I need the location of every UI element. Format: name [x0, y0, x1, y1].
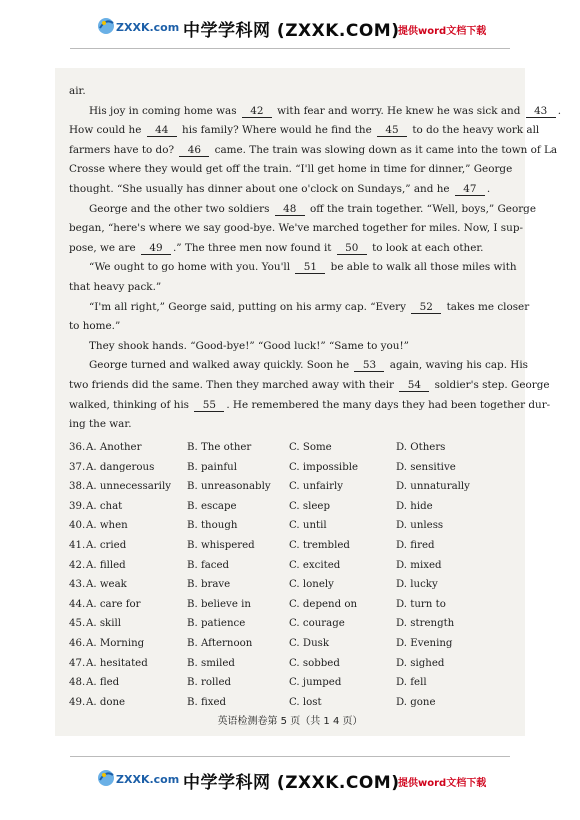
- blank-50: 50: [337, 242, 367, 255]
- top-divider: [70, 48, 510, 49]
- passage-line: [69, 239, 509, 259]
- question-row: [69, 556, 509, 576]
- question-number: 44.: [69, 598, 86, 610]
- option-a: A. hesitated: [86, 657, 148, 669]
- option-b: B. believe in: [187, 598, 251, 610]
- blank-55: 55: [194, 399, 224, 412]
- option-d: D. turn to: [396, 598, 446, 610]
- question-row: [69, 438, 509, 458]
- passage-line: [69, 376, 550, 396]
- passage-line: [69, 356, 529, 376]
- passage-text: came. The train was slowing down as it came into the town of La: [211, 143, 558, 156]
- passage-text: His joy in coming home was: [89, 104, 240, 117]
- passage-text: Crosse where they would get off the train. “I'll get home in time for dinner,” George: [69, 163, 513, 176]
- option-d: D. hide: [396, 500, 433, 512]
- passage-text: be able to walk all those miles with: [327, 261, 517, 274]
- option-d: D. fired: [396, 539, 435, 551]
- option-d: D. strength: [396, 618, 455, 630]
- blank-51: 51: [295, 261, 325, 274]
- question-number: 46.: [69, 637, 86, 649]
- passage-text: to look at each other.: [368, 241, 484, 254]
- blank-47: 47: [455, 183, 485, 196]
- option-a: A. when: [86, 520, 128, 532]
- question-row: [69, 458, 509, 478]
- passage-text: that heavy pack.”: [69, 280, 162, 293]
- passage-line: [69, 82, 509, 102]
- question-row: [69, 497, 509, 517]
- option-c: C. Some: [289, 442, 332, 453]
- blank-52: 52: [411, 301, 441, 314]
- blank-43: 43: [526, 105, 556, 118]
- option-d: D. Evening: [396, 637, 453, 649]
- option-c: C. sobbed: [289, 657, 340, 669]
- option-b: B. Afternoon: [187, 637, 253, 649]
- passage-text: George turned and walked away quickly. Soon he: [89, 359, 353, 372]
- blank-49: 49: [141, 242, 171, 255]
- question-number: 40.: [69, 520, 86, 532]
- option-b: B. fixed: [187, 696, 227, 708]
- banner-subtitle: 提供word文档下载: [398, 26, 487, 37]
- option-d: D. lucky: [396, 579, 438, 591]
- option-a: A. weak: [86, 579, 127, 591]
- question-row: [69, 673, 509, 693]
- question-row: [69, 595, 509, 615]
- passage-line: [69, 415, 509, 435]
- question-number: 37.: [69, 461, 86, 473]
- passage-text: thought. “She usually has dinner about one o'clock on Sundays,” and he: [69, 182, 453, 195]
- option-a: A. Another: [86, 442, 142, 453]
- passage-text: his family? Where would he find the: [178, 124, 376, 137]
- option-b: B. rolled: [187, 677, 232, 689]
- question-row: [69, 634, 509, 654]
- blank-42: 42: [242, 105, 272, 118]
- passage-text: .: [557, 104, 561, 117]
- passage-text: .” The three men now found it: [172, 241, 335, 254]
- option-b: B. painful: [187, 461, 237, 473]
- question-row: [69, 654, 509, 674]
- option-d: D. mixed: [396, 559, 442, 571]
- option-a: A. fled: [86, 677, 120, 689]
- option-c: C. depend on: [289, 598, 358, 610]
- question-row: [69, 477, 509, 497]
- option-a: A. skill: [86, 618, 122, 630]
- question-number: 36.: [69, 442, 86, 453]
- option-a: A. filled: [86, 559, 126, 571]
- passage-line: [69, 278, 509, 298]
- option-d: D. sensitive: [396, 461, 456, 473]
- passage-text: They shook hands. “Good-bye!” “Good luck!” “Same to you!”: [89, 339, 409, 352]
- passage-text: began, “here's where we say good-bye. We've marched together for miles. Now, I sup-: [69, 222, 523, 235]
- option-b: B. smiled: [187, 657, 235, 669]
- passage-line: [69, 337, 509, 357]
- option-c: C. excited: [289, 559, 341, 571]
- question-row: [69, 614, 509, 634]
- option-d: D. gone: [396, 696, 436, 708]
- blank-44: 44: [147, 124, 177, 137]
- passage-line: [69, 298, 530, 318]
- passage-line: [69, 200, 536, 220]
- option-a: A. Morning: [86, 637, 145, 649]
- passage-text: How could he: [69, 124, 145, 137]
- option-c: C. lonely: [289, 579, 334, 591]
- question-number: 48.: [69, 677, 86, 689]
- passage-text: . He remembered the many days they had been together dur-: [226, 398, 551, 411]
- zxxk-logo: [95, 14, 180, 40]
- passage-text: off the train together. “Well, boys,” George: [306, 202, 536, 215]
- passage-text: walked, thinking of his: [69, 398, 193, 411]
- blank-53: 53: [354, 359, 384, 372]
- passage-line: [69, 141, 558, 161]
- question-number: 41.: [69, 539, 86, 551]
- option-d: D. sighed: [396, 657, 445, 669]
- bottom-banner: [0, 762, 580, 802]
- option-b: B. unreasonably: [187, 481, 271, 493]
- answer-options: [69, 438, 509, 712]
- option-b: B. escape: [187, 500, 237, 512]
- option-a: A. dangerous: [86, 461, 155, 473]
- question-row: [69, 516, 509, 536]
- option-c: C. unfairly: [289, 481, 344, 493]
- passage-line: [69, 219, 523, 239]
- top-banner: [0, 10, 580, 50]
- question-row: [69, 536, 509, 556]
- banner-title: 中学学科网 (ZXXK.COM): [183, 21, 400, 41]
- passage-text: soldier's step. George: [431, 378, 550, 391]
- option-c: C. sleep: [289, 500, 330, 512]
- option-c: C. Dusk: [289, 637, 330, 649]
- passage-text: George and the other two soldiers: [89, 202, 273, 215]
- svg-text:ZXXK.com: ZXXK.com: [116, 21, 180, 34]
- option-b: B. whispered: [187, 539, 255, 551]
- blank-54: 54: [399, 379, 429, 392]
- passage-text: again, waving his cap. His: [386, 359, 529, 372]
- question-number: 45.: [69, 618, 86, 630]
- question-number: 38.: [69, 481, 86, 493]
- option-c: C. trembled: [289, 539, 350, 551]
- zxxk-logo: [95, 766, 180, 792]
- blank-45: 45: [377, 124, 407, 137]
- page-number: 英语检测卷第 5 页（共 1 4 页）: [217, 716, 363, 727]
- option-b: B. faced: [187, 559, 230, 571]
- option-d: D. fell: [396, 677, 427, 689]
- question-number: 43.: [69, 579, 86, 591]
- option-d: D. Others: [396, 442, 446, 453]
- question-row: [69, 693, 509, 713]
- blank-48: 48: [275, 203, 305, 216]
- passage-text: “We ought to go home with you. You'll: [89, 261, 294, 274]
- option-a: A. chat: [86, 500, 123, 512]
- question-row: [69, 575, 509, 595]
- option-b: B. The other: [187, 442, 252, 453]
- passage-line: [69, 317, 509, 337]
- option-c: C. jumped: [289, 677, 342, 689]
- option-c: C. impossible: [289, 461, 359, 473]
- option-a: A. care for: [86, 598, 141, 610]
- question-number: 39.: [69, 500, 86, 512]
- option-b: B. though: [187, 520, 238, 532]
- svg-text:ZXXK.com: ZXXK.com: [116, 773, 180, 786]
- banner-title: 中学学科网 (ZXXK.COM): [183, 773, 400, 793]
- passage-text: to do the heavy work all: [409, 124, 540, 137]
- bottom-divider: [70, 756, 510, 757]
- passage-text: takes me closer: [443, 300, 530, 313]
- cloze-passage: [69, 82, 561, 435]
- exam-page: [55, 68, 561, 736]
- passage-line: [69, 121, 540, 141]
- passage-text: air.: [69, 85, 86, 97]
- option-c: C. until: [289, 520, 327, 532]
- option-b: B. brave: [187, 579, 231, 591]
- passage-line: [69, 160, 513, 180]
- question-number: 42.: [69, 559, 86, 571]
- option-d: D. unnaturally: [396, 481, 470, 493]
- option-c: C. lost: [289, 696, 322, 708]
- banner-subtitle: 提供word文档下载: [398, 778, 487, 789]
- passage-text: .: [486, 182, 491, 195]
- passage-line: [69, 102, 561, 122]
- passage-line: [69, 396, 551, 416]
- passage-text: ing the war.: [69, 418, 132, 431]
- option-c: C. courage: [289, 618, 345, 630]
- option-a: A. done: [86, 696, 126, 708]
- passage-text: farmers have to do?: [69, 143, 178, 156]
- option-a: A. cried: [86, 539, 127, 551]
- passage-line: [69, 258, 517, 278]
- passage-text: to home.”: [69, 320, 121, 333]
- option-d: D. unless: [396, 520, 444, 532]
- passage-line: [69, 180, 509, 200]
- passage-text: pose, we are: [69, 241, 139, 254]
- option-b: B. patience: [187, 618, 246, 630]
- passage-text: with fear and worry. He knew he was sick and: [273, 104, 524, 117]
- passage-text: two friends did the same. Then they marched away with their: [69, 378, 398, 391]
- question-number: 47.: [69, 657, 86, 669]
- option-a: A. unnecessarily: [86, 481, 171, 493]
- question-number: 49.: [69, 696, 86, 708]
- passage-text: “I'm all right,” George said, putting on his army cap. “Every: [89, 300, 410, 313]
- blank-46: 46: [179, 144, 209, 157]
